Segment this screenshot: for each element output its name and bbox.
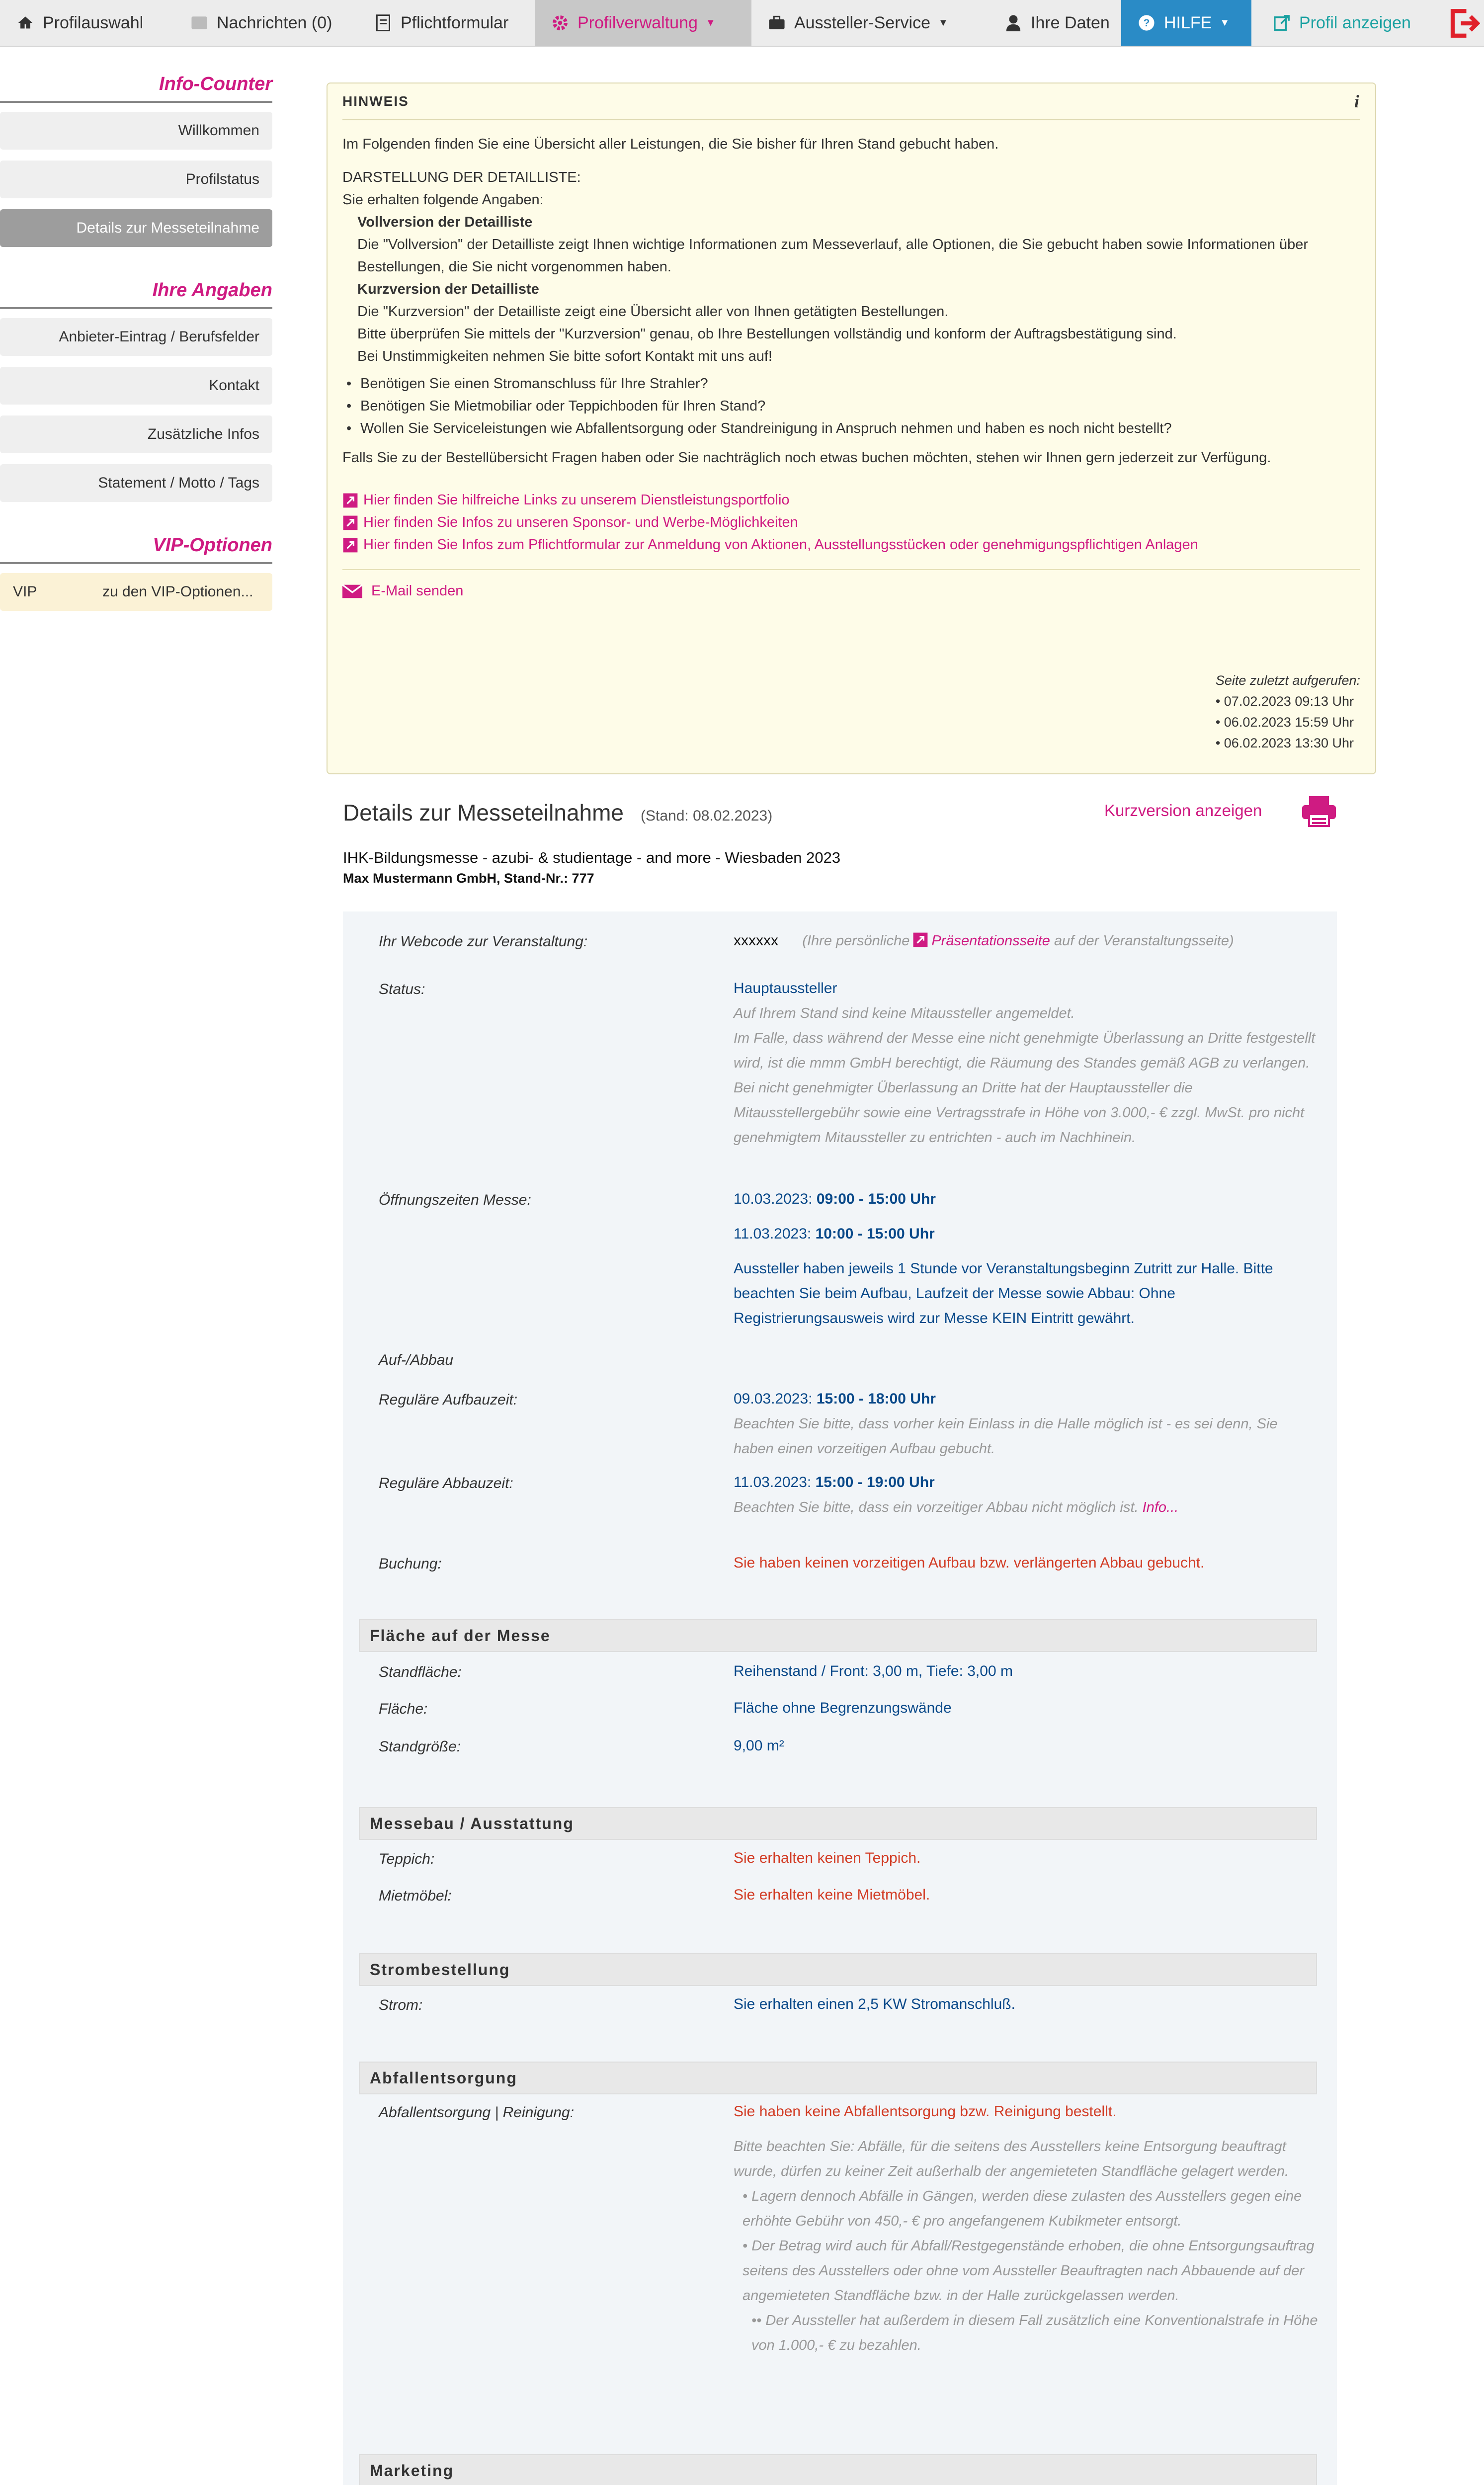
top-navigation	[0, 0, 1484, 47]
briefcase-icon	[768, 14, 785, 31]
svg-text:?: ?	[1143, 17, 1150, 29]
gear-icon	[552, 14, 569, 31]
aufbau-label: Reguläre Aufbauzeit:	[379, 1392, 518, 1408]
notice-questions: Falls Sie zu der Bestellübersicht Fragen haben oder Sie nachträglich noch etwas buchen möchten, stehen wir Ihnen gern jederzeit zur Verfügung.	[342, 450, 1271, 466]
notice-subheading: Sie erhalten folgende Angaben:	[342, 192, 544, 208]
list-item: • Benötigen Sie Mietmobiliar oder Teppichboden für Ihren Stand?	[342, 395, 1360, 417]
teppich-value: Sie erhalten keinen Teppich.	[734, 1850, 921, 1866]
buchung-label: Buchung:	[379, 1556, 442, 1572]
document-icon	[375, 14, 392, 31]
external-link-icon	[342, 493, 358, 508]
presentation-link[interactable]: Präsentationsseite	[931, 933, 1050, 949]
link-sponsor[interactable]: Hier finden Sie Infos zu unseren Sponsor- und Werbe-Möglichkeiten	[342, 511, 1360, 534]
info-link[interactable]: Info...	[1142, 1499, 1179, 1515]
notice-voll-title: Vollversion der Detailliste	[357, 214, 533, 230]
sidebar-heading-info-counter: Info-Counter	[0, 74, 272, 103]
nav-ihre-daten[interactable]: Ihre Daten	[988, 0, 1121, 46]
chevron-down-icon: ▼	[938, 17, 948, 28]
notice-title: HINWEIS	[342, 93, 409, 109]
notice-kurz-title: Kurzversion der Detailliste	[357, 281, 539, 297]
sidebar-item-anbieter-eintrag[interactable]: Anbieter-Eintrag / Berufsfelder	[0, 318, 272, 356]
mietmoebel-label: Mietmöbel:	[379, 1888, 452, 1904]
flaeche-label: Fläche:	[379, 1701, 428, 1717]
notice-check-text: Bitte überprüfen Sie mittels der "Kurzversion" genau, ob Ihre Bestellungen vollständig und konform der Auftragsbestätigung sind.	[357, 326, 1177, 342]
aufabbau-label: Auf-/Abbau	[379, 1352, 454, 1368]
abbau-label: Reguläre Abbauzeit:	[379, 1475, 513, 1491]
email-send-link[interactable]: E-Mail senden	[342, 583, 1360, 599]
teppich-label: Teppich:	[379, 1851, 435, 1867]
last-seen-entry: • 07.02.2023 09:13 Uhr	[1215, 694, 1354, 709]
section-messebau: Messebau / Ausstattung	[359, 1807, 1317, 1840]
kurzversion-link[interactable]: Kurzversion anzeigen	[1104, 801, 1262, 820]
abbau-value: 11.03.2023: 15:00 - 19:00 Uhr Beachten Sie bitte, dass ein vorzeitiger Abbau nicht möglich ist. Info...	[734, 1474, 1179, 1515]
user-icon	[1005, 14, 1022, 31]
link-dienstleistungsportfolio[interactable]: Hier finden Sie hilfreiche Links zu unserem Dienstleistungsportfolio	[342, 489, 1360, 511]
opening-value: 10.03.2023: 09:00 - 15:00 Uhr 11.03.2023: 10:00 - 15:00 Uhr Aussteller haben jeweils 1 Stunde vor Veranstaltungsbeginn Zutritt zur Halle. Bitte beachten Sie beim Aufbau, Laufzeit der Messe sowie Abbau: Ohne Registrierungsausweis wird zur Messe KEIN Eintritt gewährt.	[734, 1187, 1320, 1331]
aufbau-value: 09.03.2023: 15:00 - 18:00 Uhr Beachten Sie bitte, dass vorher kein Einlass in die Halle möglich ist - es sei denn, Sie haben einen vorzeitigen Aufbau gebucht.	[734, 1387, 1320, 1461]
nav-profil-anzeigen[interactable]: Profil anzeigen	[1256, 0, 1425, 46]
notice-box	[327, 83, 1376, 774]
sidebar-item-details[interactable]: Details zur Messeteilnahme	[0, 209, 272, 247]
status-note: Im Falle, dass während der Messe eine nicht genehmigte Überlassung an Dritte festgestellt wird, ist die mmm GmbH berechtigt, die Räumung des Standes gemäß AGB zu verlangen. Bei nicht genehmigter Überlassung an Dritte hat der Hauptaussteller die Mitausstellergebühr sowie eine Vertragsstrafe in Höhe von 3.000,- € zzgl. MwSt. pro nicht genehmigtem Mitaussteller zu entrichten - auch im Nachhinein.	[734, 1030, 1316, 1146]
abfall-note: •• Der Aussteller hat außerdem in diesem Fall zusätzlich eine Konventionalstrafe in Höhe von 1.000,- € zu bezahlen.	[751, 2313, 1318, 2353]
external-link-icon	[342, 515, 358, 531]
info-icon: i	[1354, 91, 1360, 111]
external-link-icon	[912, 932, 928, 948]
nav-profilverwaltung[interactable]: Profilverwaltung ▼	[535, 0, 751, 46]
strom-label: Strom:	[379, 1997, 423, 2013]
abfall-note: • Lagern dennoch Abfälle in Gängen, werden diese zulasten des Ausstellers gegen eine erhöhte Gebühr von 450,- € pro angefangenem Kubikmeter entsorgt.	[742, 2188, 1302, 2229]
list-item: • Benötigen Sie einen Stromanschluss für Ihre Strahler?	[342, 373, 1360, 395]
notice-bullet-list	[342, 373, 1360, 440]
last-seen-entry: • 06.02.2023 13:30 Uhr	[1215, 736, 1354, 750]
sidebar	[0, 74, 272, 611]
chevron-down-icon: ▼	[705, 17, 716, 28]
sidebar-item-statement[interactable]: Statement / Motto / Tags	[0, 464, 272, 502]
opening-label: Öffnungszeiten Messe:	[379, 1192, 531, 1208]
notice-contact-text: Bei Unstimmigkeiten nehmen Sie bitte sofort Kontakt mit uns auf!	[357, 348, 772, 364]
abfall-note: • Der Betrag wird auch für Abfall/Restgegenstände erhoben, die ohne Entsorgungsauftrag seitens des Ausstellers oder ohne vom Aussteller Beauftragten nach Abbauende auf der angemieteten Standfläche bzw. in der Halle zurückgelassen werden.	[742, 2238, 1315, 2304]
notice-intro: Im Folgenden finden Sie eine Übersicht aller Leistungen, die Sie bisher für Ihren Stand gebucht haben.	[342, 136, 999, 152]
sidebar-item-kontakt[interactable]: Kontakt	[0, 367, 272, 405]
standflaeche-label: Standfläche:	[379, 1664, 462, 1680]
sidebar-heading-ihre-angaben: Ihre Angaben	[0, 280, 272, 309]
envelope-icon	[342, 584, 362, 598]
external-link-icon	[1273, 14, 1290, 31]
event-name: IHK-Bildungsmesse - azubi- & studientage - and more - Wiesbaden 2023	[343, 849, 841, 866]
status-label: Status:	[379, 981, 425, 997]
opening-note: Aussteller haben jeweils 1 Stunde vor Veranstaltungsbeginn Zutritt zur Halle. Bitte beachten Sie beim Aufbau, Laufzeit der Messe sowie Abbau: Ohne Registrierungsausweis wird zur Messe KEIN Eintritt gewährt.	[734, 1260, 1273, 1326]
printer-icon[interactable]	[1301, 795, 1337, 827]
groesse-value: 9,00 m²	[734, 1738, 784, 1754]
last-seen-label: Seite zuletzt aufgerufen:	[1215, 673, 1360, 688]
page-title: Details zur Messeteilnahme (Stand: 08.02.2023)	[343, 800, 773, 826]
status-value: Hauptaussteller Auf Ihrem Stand sind keine Mitaussteller angemeldet. Im Falle, dass während der Messe eine nicht genehmigte Überlassung an Dritte festgestellt wird, ist die mmm GmbH berechtigt, die Räumung des Standes gemäß AGB zu verlangen. Bei nicht genehmigter Überlassung an Dritte hat der Hauptaussteller die Mitausstellergebühr sowie eine Vertragsstrafe in Höhe von 3.000,- € zzgl. MwSt. pro nicht genehmigtem Mitaussteller zu entrichten - auch im Nachhinein.	[734, 976, 1320, 1150]
sidebar-item-willkommen[interactable]: Willkommen	[0, 112, 272, 150]
abfall-note: Bitte beachten Sie: Abfälle, für die seitens des Ausstellers keine Entsorgung beauftragt wurde, dürfen zu keiner Zeit außerhalb der angemieteten Standfläche gelagert werden.	[734, 2139, 1289, 2179]
flaeche-value: Fläche ohne Begrenzungswände	[734, 1700, 952, 1716]
last-seen-entry: • 06.02.2023 15:59 Uhr	[1215, 715, 1354, 730]
nav-hilfe[interactable]: ? HILFE ▼	[1121, 0, 1251, 46]
section-abfall: Abfallentsorgung	[359, 2062, 1317, 2094]
home-icon	[17, 14, 34, 31]
nav-pflichtformular[interactable]: Pflichtformular	[358, 0, 535, 46]
nav-aussteller-service[interactable]: Aussteller-Service ▼	[751, 0, 988, 46]
sidebar-item-zusaetzliche-infos[interactable]: Zusätzliche Infos	[0, 415, 272, 453]
list-item: • Wollen Sie Serviceleistungen wie Abfallentsorgung oder Standreinigung in Anspruch nehmen und haben es noch nicht bestellt?	[342, 417, 1360, 440]
abfall-value: Sie haben keine Abfallentsorgung bzw. Reinigung bestellt. Bitte beachten Sie: Abfälle, für die seitens des Ausstellers keine Entsorgung beauftragt wurde, dürfen zu keiner Zeit außerhalb der angemieteten Standfläche gelagert werden. • Lagern dennoch Abfälle in Gängen, werden diese zulasten des Ausstellers gegen eine erhöhte Gebühr von 450,- € pro angefangenem Kubikmeter entsorgt. • Der Betrag wird auch für Abfall/Restgegenstände erhoben, die ohne Entsorgungsauftrag seitens des Ausstellers oder ohne vom Aussteller Beauftragten nach Abbauende auf der angemieteten Standfläche bzw. in der Halle zurückgelassen werden. •• Der Aussteller hat außerdem in diesem Fall zusätzlich eine Konventionalstrafe in Höhe von 1.000,- € zu bezahlen.	[734, 2099, 1320, 2358]
buchung-value: Sie haben keinen vorzeitigen Aufbau bzw. verlängerten Abbau gebucht.	[734, 1555, 1205, 1571]
section-flaeche: Fläche auf der Messe	[359, 1619, 1317, 1652]
webcode-value: xxxxxx (Ihre persönliche Präsentationsseite auf der Veranstaltungsseite)	[734, 932, 1234, 949]
groesse-label: Standgröße:	[379, 1739, 461, 1755]
logout-icon[interactable]	[1443, 3, 1484, 44]
webcode-label: Ihr Webcode zur Veranstaltung:	[379, 933, 588, 950]
standflaeche-value: Reihenstand / Front: 3,00 m, Tiefe: 3,00 m	[734, 1663, 1013, 1679]
sidebar-vip-row[interactable]	[0, 573, 272, 611]
chevron-down-icon: ▼	[1220, 17, 1230, 28]
abfall-label: Abfallentsorgung | Reinigung:	[379, 2104, 575, 2121]
aufbau-note: Beachten Sie bitte, dass vorher kein Einlass in die Halle möglich ist - es sei denn, Sie haben einen vorzeitigen Aufbau gebucht.	[734, 1416, 1278, 1457]
notice-kurz-text: Die "Kurzversion" der Detailliste zeigt eine Übersicht aller von Ihnen getätigten Bestellungen.	[357, 304, 949, 320]
section-strom: Strombestellung	[359, 1953, 1317, 1986]
sidebar-heading-vip: VIP-Optionen	[0, 535, 272, 564]
external-link-icon	[342, 537, 358, 553]
last-seen-block	[1216, 670, 1360, 753]
message-icon	[191, 14, 208, 31]
vip-label: VIP	[13, 583, 37, 600]
link-pflichtformular[interactable]: Hier finden Sie Infos zum Pflichtformular zur Anmeldung von Aktionen, Ausstellungsstücken oder genehmigungspflichtigen Anlagen	[342, 534, 1360, 556]
nav-nachrichten[interactable]: Nachrichten (0)	[174, 0, 358, 46]
company-name: Max Mustermann GmbH, Stand-Nr.: 777	[343, 871, 594, 886]
nav-profilauswahl[interactable]: Profilauswahl	[0, 0, 174, 46]
vip-link[interactable]: zu den VIP-Optionen...	[102, 583, 253, 600]
notice-voll-text: Die "Vollversion" der Detailliste zeigt Ihnen wichtige Informationen zum Messeverlauf, alle Optionen, die Sie gebucht haben sowie Informationen über Bestellungen, die Sie nicht vorgenommen haben.	[357, 237, 1309, 275]
sidebar-item-profilstatus[interactable]: Profilstatus	[0, 161, 272, 198]
section-marketing: Marketing	[359, 2454, 1317, 2485]
stand-date: (Stand: 08.02.2023)	[641, 808, 773, 824]
strom-value: Sie erhalten einen 2,5 KW Stromanschluß.	[734, 1996, 1015, 2012]
question-icon	[1138, 14, 1155, 31]
abbau-note: Beachten Sie bitte, dass ein vorzeitiger Abbau nicht möglich ist.	[734, 1499, 1139, 1515]
notice-heading: DARSTELLUNG DER DETAILLISTE:	[342, 169, 581, 185]
mietmoebel-value: Sie erhalten keine Mietmöbel.	[734, 1887, 930, 1903]
status-note: Auf Ihrem Stand sind keine Mitaussteller angemeldet.	[734, 1005, 1075, 1021]
